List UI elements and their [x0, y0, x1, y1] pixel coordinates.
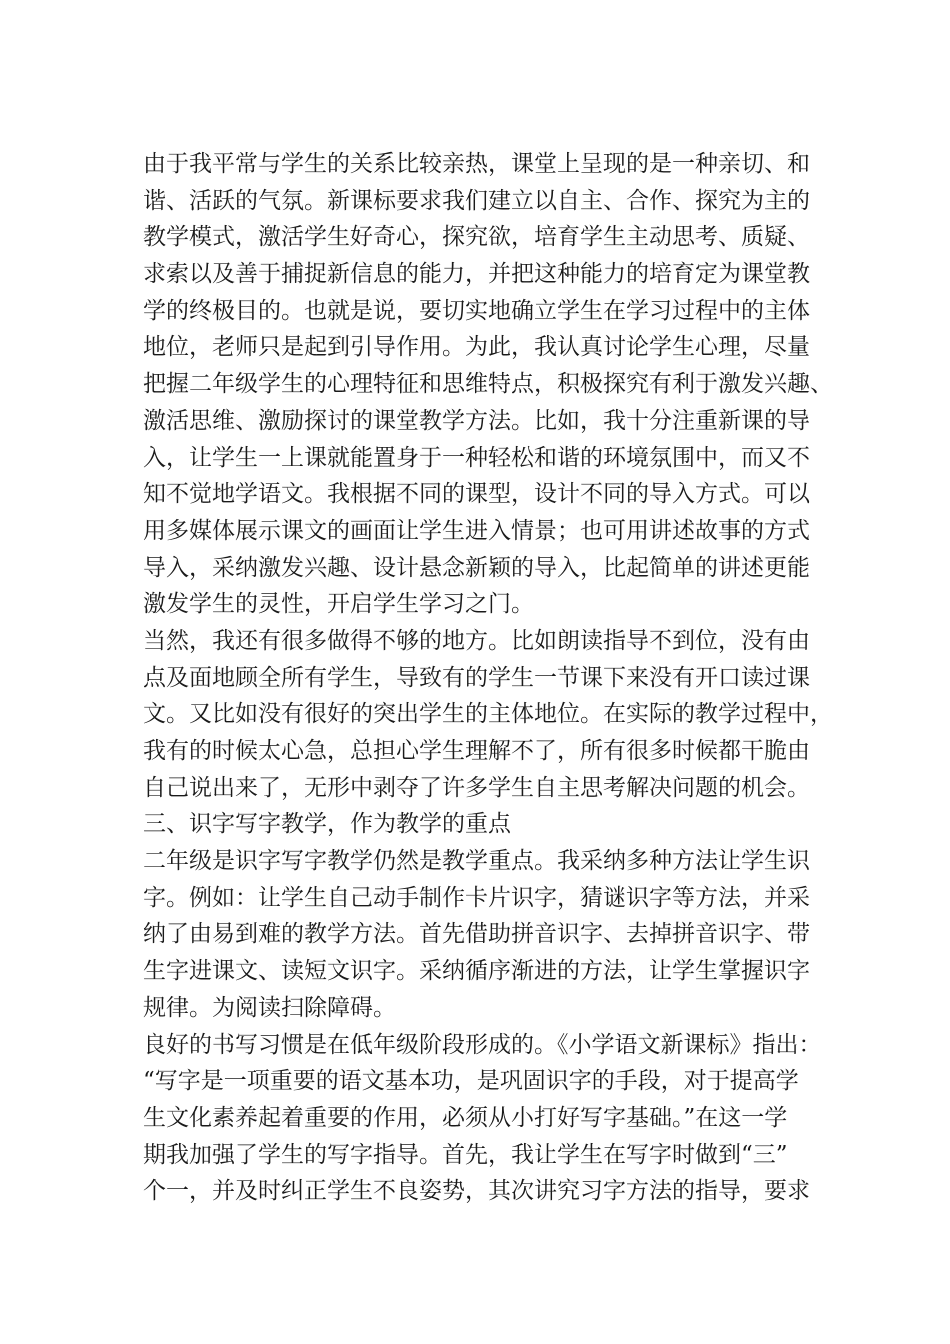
- text-line: 我有的时候太心急，总担心学生理解不了，所有很多时候都干脆由: [143, 738, 810, 764]
- text-line: 知不觉地学语文。我根据不同的课型，设计不同的导入方式。可以: [143, 481, 810, 508]
- text-line: 文。又比如没有很好的突出学生的主体地位。在实际的教学过程中，: [143, 701, 833, 728]
- text-line: 当然，我还有很多做得不够的地方。比如朗读指导不到位，没有由: [143, 627, 810, 654]
- text-line: 地位，老师只是起到引导作用。为此，我认真讨论学生心理，尽量: [143, 334, 810, 361]
- text-line: 求索以及善于捕捉新信息的能力，并把这种能力的培育定为课堂教: [143, 261, 810, 288]
- text-line: 激发学生的灵性，开启学生学习之门。: [143, 591, 534, 618]
- text-line: “写字是一项重要的语文基本功，是巩固识字的手段，对于提高学: [143, 1068, 799, 1095]
- text-line: 用多媒体展示课文的画面让学生进入情景；也可用讲述故事的方式: [143, 517, 810, 544]
- text-line: 把握二年级学生的心理特征和思维特点，积极探究有利于激发兴趣、: [143, 371, 833, 398]
- text-line: 良好的书写习惯是在低年级阶段形成的。《小学语文新课标》指出：: [143, 1031, 822, 1058]
- text-line: 谐、活跃的气氛。新课标要求我们建立以自主、合作、探究为主的: [143, 187, 810, 214]
- text-line: 激活思维、激励探讨的课堂教学方法。比如，我十分注重新课的导: [143, 407, 810, 434]
- text-line: 入，让学生一上课就能置身于一种轻松和谐的环境氛围中，而又不: [143, 444, 810, 471]
- text-line: 点及面地顾全所有学生，导致有的学生一节课下来没有开口读过课: [143, 664, 810, 691]
- text-line: 二年级是识字写字教学仍然是教学重点。我采纳多种方法让学生识: [143, 848, 810, 875]
- document-body: [143, 146, 833, 1210]
- text-line: 学的终极目的。也就是说，要切实地确立学生在学习过程中的主体: [143, 297, 810, 324]
- text-line: 期我加强了学生的写字指导。首先，我让学生在写字时做到“三”: [143, 1141, 788, 1168]
- text-line: 字。例如：让学生自己动手制作卡片识字，猜谜识字等方法，并采: [143, 884, 810, 911]
- text-line: 教学模式，激活学生好奇心，探究欲，培育学生主动思考、质疑、: [143, 224, 810, 251]
- text-line: 由于我平常与学生的关系比较亲热，课堂上呈现的是一种亲切、和: [143, 151, 810, 177]
- text-line: 导入，采纳激发兴趣、设计悬念新颖的导入，比起简单的讲述更能: [143, 554, 810, 581]
- text-line: 自己说出来了，无形中剥夺了许多学生自主思考解决问题的机会。: [143, 774, 810, 801]
- text-line: 个一，并及时纠正学生不良姿势，其次讲究习字方法的指导，要求: [143, 1178, 810, 1205]
- text-line: 规律。为阅读扫除障碍。: [143, 994, 396, 1021]
- text-line: 生文化素养起着重要的作用，必须从小打好写字基础。”在这一学: [143, 1104, 788, 1131]
- section-heading: 三、识字写字教学，作为教学的重点: [143, 811, 511, 838]
- text-line: 纳了由易到难的教学方法。首先借助拼音识字、去掉拼音识字、带: [143, 921, 810, 948]
- text-line: 生字进课文、读短文识字。采纳循序渐进的方法，让学生掌握识字: [143, 958, 810, 985]
